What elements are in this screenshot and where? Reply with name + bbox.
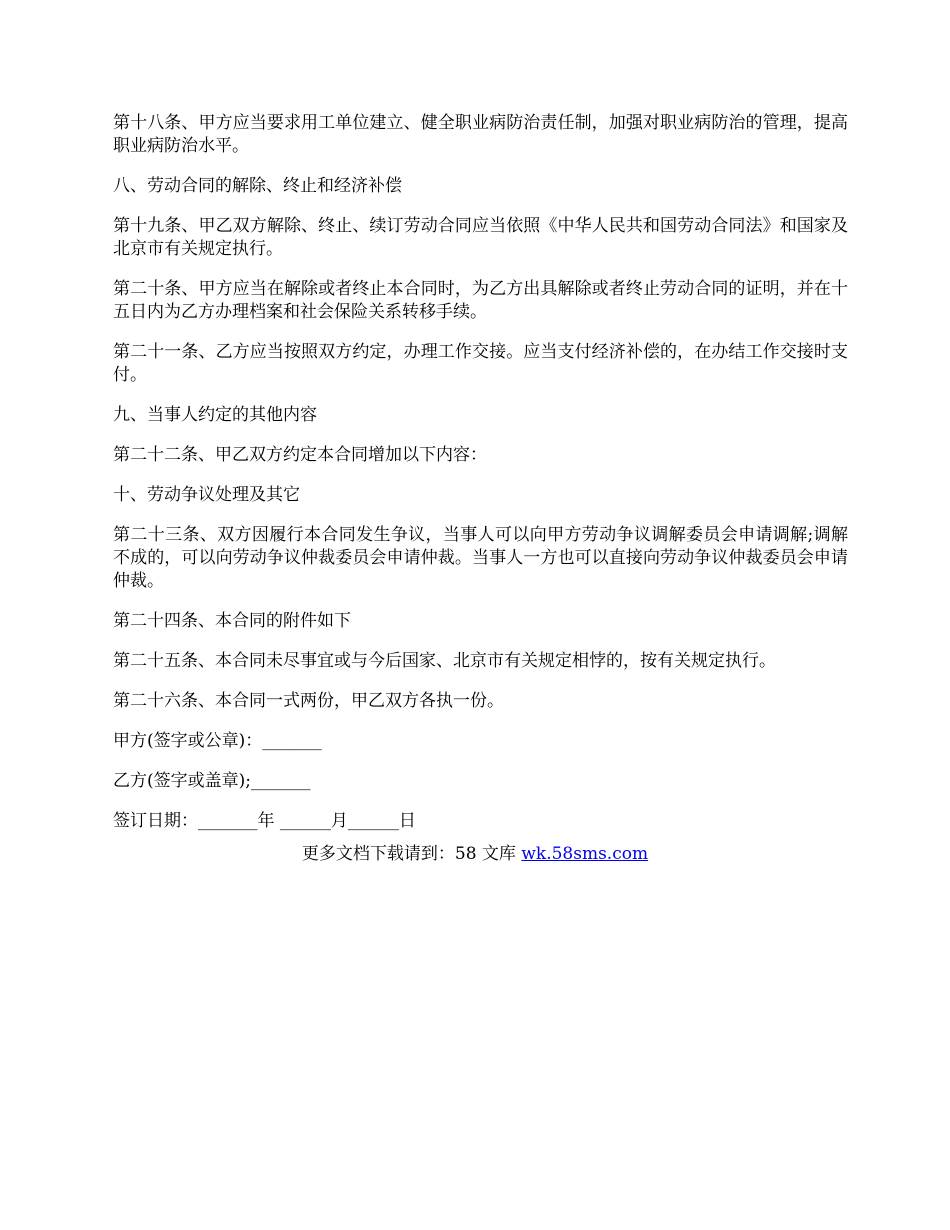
article-24: 第二十四条、本合同的附件如下 bbox=[113, 611, 351, 631]
section-heading-9: 九、当事人约定的其他内容 bbox=[113, 405, 317, 425]
footer-link[interactable]: wk.58sms.com bbox=[521, 844, 649, 864]
article-23: 第二十三条、双方因履行本合同发生争议，当事人可以向甲方劳动争议调解委员会申请调解;调解不成的，可以向劳动争议仲裁委员会申请仲裁。当事人一方也可以直接向劳动争议仲裁委员会申请仲裁。 bbox=[113, 525, 848, 591]
download-footer bbox=[0, 843, 950, 866]
article-18: 第十八条、甲方应当要求用工单位建立、健全职业病防治责任制，加强对职业病防治的管理，提高职业病防治水平。 bbox=[113, 113, 848, 156]
section-heading-10: 十、劳动争议处理及其它 bbox=[113, 485, 300, 505]
article-20: 第二十条、甲方应当在解除或者终止本合同时，为乙方出具解除或者终止劳动合同的证明，并在十五日内为乙方办理档案和社会保险关系转移手续。 bbox=[113, 279, 848, 322]
article-19: 第十九条、甲乙双方解除、终止、续订劳动合同应当依照《中华人民共和国劳动合同法》和国家及北京市有关规定执行。 bbox=[113, 216, 848, 259]
article-25: 第二十五条、本合同未尽事宜或与今后国家、北京市有关规定相悖的，按有关规定执行。 bbox=[113, 651, 776, 671]
party-b-signature-line: 乙方(签字或盖章);_______ bbox=[113, 771, 311, 791]
article-21: 第二十一条、乙方应当按照双方约定，办理工作交接。应当支付经济补偿的，在办结工作交接时支付。 bbox=[113, 342, 848, 385]
article-26: 第二十六条、本合同一式两份，甲乙双方各执一份。 bbox=[113, 691, 504, 711]
article-22: 第二十二条、甲乙双方约定本合同增加以下内容： bbox=[113, 445, 487, 465]
footer-text: 更多文档下载请到：58 文库 bbox=[301, 844, 522, 864]
section-heading-8: 八、劳动合同的解除、终止和经济补偿 bbox=[113, 176, 402, 196]
document-body bbox=[113, 112, 848, 850]
signing-date-line: 签订日期：_______年 ______月______日 bbox=[113, 811, 416, 831]
party-a-signature-line: 甲方(签字或公章)：_______ bbox=[113, 731, 322, 751]
